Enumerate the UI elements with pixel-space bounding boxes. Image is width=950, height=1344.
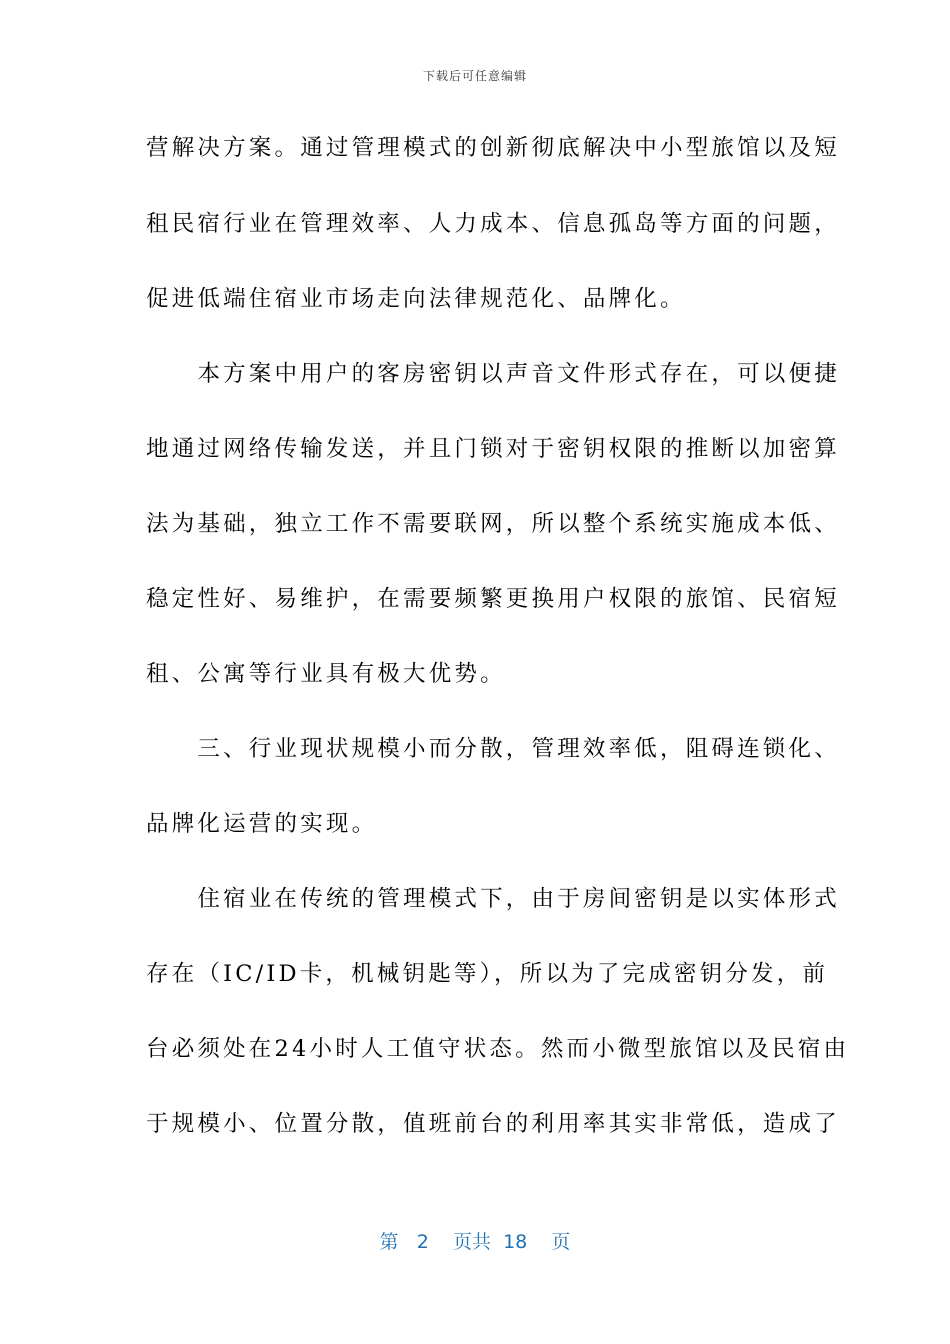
- footer-label-of: 页共: [452, 1231, 491, 1253]
- text-line: 法为基础，独立工作不需要联网，所以整个系统实施成本低、: [146, 511, 840, 537]
- text-line: 租、公寓等行业具有极大优势。: [146, 661, 506, 687]
- footer-label-page: 第: [379, 1231, 399, 1253]
- header-note: 下载后可任意编辑: [422, 69, 527, 83]
- text-line: 稳定性好、易维护，在需要频繁更换用户权限的旅馆、民宿短: [146, 586, 840, 612]
- text-line: 地通过网络传输发送，并且门锁对于密钥权限的推断以加密算: [146, 436, 840, 462]
- text-line: 品牌化运营的实现。: [146, 811, 378, 837]
- text-line: 存在（IC/ID卡，机械钥匙等），所以为了完成密钥分发，前: [146, 961, 829, 987]
- page-footer: [0, 1227, 950, 1254]
- text-line: 台必须处在24小时人工值守状态。然而小微型旅馆以及民宿由: [146, 1036, 850, 1062]
- text-line: 三、行业现状规模小而分散，管理效率低，阻碍连锁化、: [146, 736, 840, 762]
- text-line: 本方案中用户的客房密钥以声音文件形式存在，可以便捷: [146, 361, 840, 387]
- footer-label-end: 页: [551, 1231, 571, 1253]
- text-line: 于规模小、位置分散，值班前台的利用率其实非常低，造成了: [146, 1111, 840, 1137]
- text-line: 租民宿行业在管理效率、人力成本、信息孤岛等方面的问题，: [146, 211, 840, 237]
- text-line: 营解决方案。通过管理模式的创新彻底解决中小型旅馆以及短: [146, 135, 840, 161]
- text-line: 促进低端住宿业市场走向法律规范化、品牌化。: [146, 286, 686, 312]
- text-line: 住宿业在传统的管理模式下，由于房间密钥是以实体形式: [146, 886, 840, 912]
- footer-current-page: 2: [416, 1231, 429, 1253]
- footer-total-pages: 18: [503, 1231, 528, 1253]
